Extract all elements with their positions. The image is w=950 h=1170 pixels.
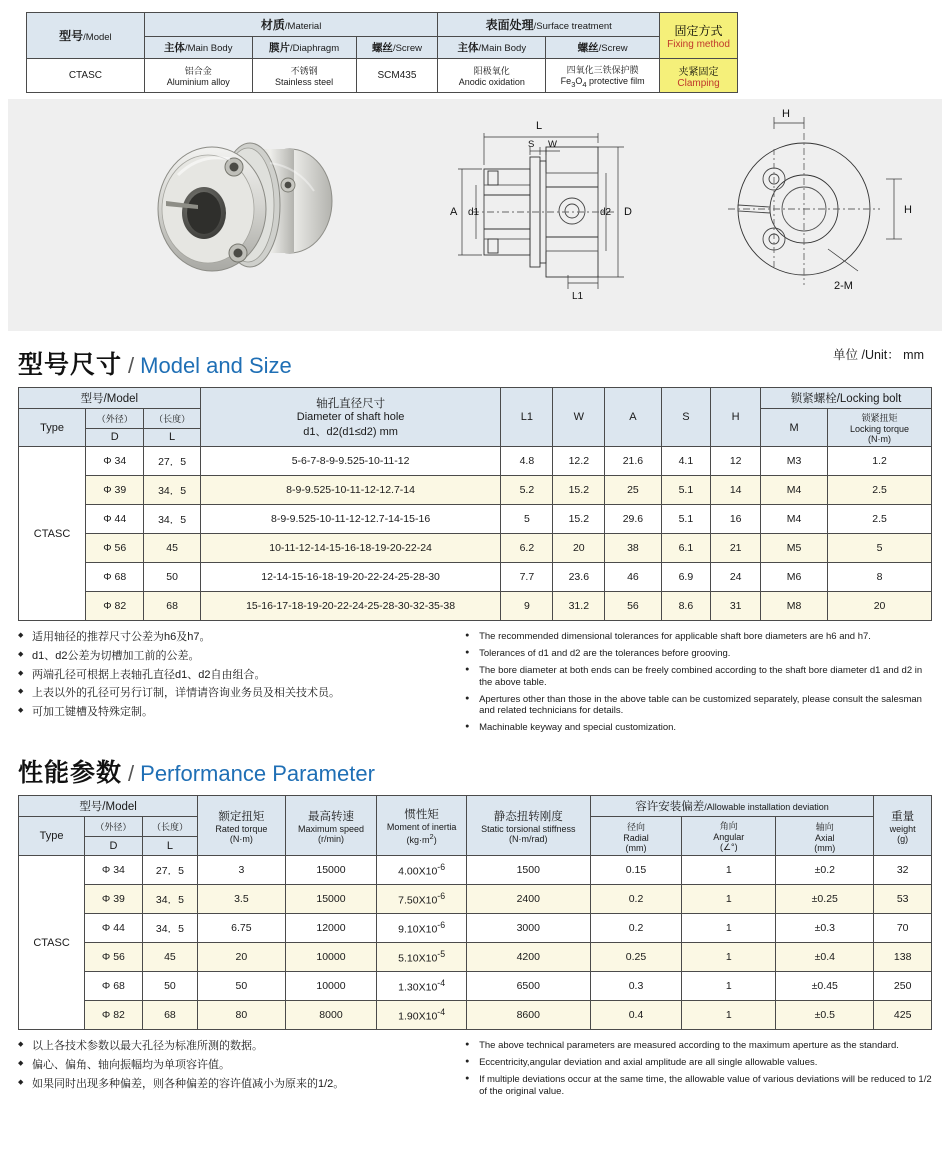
note-item: ● The bore diameter at both ends can be freely combined according to the shaft bore diameter d1 and d2 in the above table.: [465, 665, 932, 689]
size-cell-S: 8.6: [661, 592, 711, 621]
perf-cell-speed: 15000: [285, 885, 377, 914]
perf-notes-cn: [18, 1040, 465, 1103]
perf-header-deviation: 容许安装偏差/Allowable installation deviation: [590, 796, 874, 817]
perf-cell-stiffness: 1500: [466, 856, 590, 885]
table-row: [19, 796, 932, 817]
size-notes-cn: [18, 631, 465, 739]
perf-header-D: D: [85, 837, 143, 856]
perf-cell-speed: 12000: [285, 914, 377, 943]
size-cell-L: 50: [144, 563, 200, 592]
size-cell-L1: 7.7: [501, 563, 553, 592]
perf-cell-radial: 0.2: [590, 914, 682, 943]
note-item: ● The recommended dimensional tolerances for applicable shaft bore diameters are h6 and h7.: [465, 631, 932, 643]
size-cell-D: Φ 68: [86, 563, 144, 592]
size-header-W: W: [553, 388, 605, 447]
perf-cell-angular: 1: [682, 943, 776, 972]
dim-label-S: S: [528, 139, 535, 150]
size-cell-L: 45: [144, 534, 200, 563]
size-cell-D: Φ 34: [86, 447, 144, 476]
perf-cell-stiffness: 6500: [466, 972, 590, 1001]
dim-label-L1: L1: [572, 291, 584, 302]
table-row: [19, 856, 932, 885]
size-cell-L: 34．5: [144, 476, 200, 505]
spec-body-material: 铝合金 Aluminium alloy: [144, 59, 252, 93]
note-item: ◆ d1、d2公差为切槽加工前的公差。: [18, 650, 465, 664]
size-cell-A: 38: [605, 534, 661, 563]
size-cell-D: Φ 39: [86, 476, 144, 505]
note-item: ◆ 以上各技术参数以最大孔径为标准所测的数据。: [18, 1040, 465, 1054]
perf-cell-radial: 0.3: [590, 972, 682, 1001]
table-row: [19, 476, 932, 505]
size-cell-bore: 12-14-15-16-18-19-20-22-24-25-28-30: [200, 563, 501, 592]
size-cell-S: 6.1: [661, 534, 711, 563]
size-cell-H: 14: [711, 476, 761, 505]
perf-header-weight: 重量 weight (g): [874, 796, 932, 856]
perf-cell-weight: 32: [874, 856, 932, 885]
perf-cell-L: 50: [142, 972, 197, 1001]
size-type-label: CTASC: [19, 447, 86, 621]
perf-cell-angular: 1: [682, 914, 776, 943]
perf-cell-speed: 15000: [285, 856, 377, 885]
model-size-title: 型号尺寸 / Model and Size 单位 /Unit： mm: [18, 345, 950, 381]
product-photo: [138, 105, 358, 305]
perf-cell-L: 27．5: [142, 856, 197, 885]
perf-cell-inertia: $4.00X10^{-6}$: [377, 856, 467, 885]
size-cell-D: Φ 82: [86, 592, 144, 621]
perf-header-speed: 最高转速 Maximum speed (r/min): [285, 796, 377, 856]
size-cell-A: 21.6: [605, 447, 661, 476]
perf-cell-stiffness: 2400: [466, 885, 590, 914]
size-cell-bore: 8-9-9.525-10-11-12-12.7-14-15-16: [200, 505, 501, 534]
perf-cell-weight: 138: [874, 943, 932, 972]
size-cell-W: 31.2: [553, 592, 605, 621]
note-item: ● Apertures other than those in the above table can be customized separately, please consult the salesman and related technicians for details.: [465, 694, 932, 718]
size-cell-torque: 20: [828, 592, 932, 621]
perf-cell-L: 34．5: [142, 914, 197, 943]
spec-mainbody-subheader: 主体/Main Body: [144, 37, 252, 59]
size-cell-H: 12: [711, 447, 761, 476]
size-cell-L1: 5.2: [501, 476, 553, 505]
perf-cell-radial: 0.2: [590, 885, 682, 914]
perf-cell-rated: 6.75: [198, 914, 285, 943]
table-row: [19, 592, 932, 621]
size-header-L1: L1: [501, 388, 553, 447]
perf-header-outer: （外径）: [85, 817, 143, 837]
dim-label-L: L: [536, 120, 543, 132]
spec-model-header: 型号/Model: [27, 13, 145, 59]
size-cell-D: Φ 44: [86, 505, 144, 534]
size-cell-W: 20: [553, 534, 605, 563]
size-cell-bore: 8-9-9.525-10-11-12-12.7-14: [200, 476, 501, 505]
size-cell-L1: 9: [501, 592, 553, 621]
perf-cell-D: Φ 44: [85, 914, 143, 943]
perf-cell-radial: 0.25: [590, 943, 682, 972]
perf-cell-L: 45: [142, 943, 197, 972]
size-cell-L: 34．5: [144, 505, 200, 534]
section-drawing: [448, 107, 678, 317]
size-header-outer: （外径）: [86, 409, 144, 429]
table-row: [27, 59, 738, 93]
size-cell-S: 5.1: [661, 505, 711, 534]
perf-cell-D: Φ 82: [85, 1001, 143, 1030]
perf-cell-radial: 0.4: [590, 1001, 682, 1030]
size-header-L: L: [144, 428, 200, 446]
size-cell-bore: 15-16-17-18-19-20-22-24-25-28-30-32-35-38: [200, 592, 501, 621]
perf-header-axial: 轴向 Axial (mm): [776, 817, 874, 856]
size-cell-L1: 5: [501, 505, 553, 534]
perf-cell-weight: 70: [874, 914, 932, 943]
perf-cell-speed: 10000: [285, 943, 377, 972]
size-cell-A: 29.6: [605, 505, 661, 534]
perf-cell-angular: 1: [682, 856, 776, 885]
perf-cell-inertia: $5.10X10^{-5}$: [377, 943, 467, 972]
table-row: [19, 972, 932, 1001]
note-item: ● Tolerances of d1 and d2 are the tolerances before grooving.: [465, 648, 932, 660]
spec-surface-screw: 四氧化三铁保护膜 $Fe_3O_4$ protective film: [546, 59, 660, 93]
perf-cell-stiffness: 4200: [466, 943, 590, 972]
size-cell-D: Φ 56: [86, 534, 144, 563]
table-row: [19, 943, 932, 972]
perf-cell-axial: ±0.3: [776, 914, 874, 943]
size-header-length: （长度）: [144, 409, 200, 429]
unit-note: 单位 /Unit： mm: [833, 348, 924, 362]
perf-cell-D: Φ 39: [85, 885, 143, 914]
perf-cell-speed: 10000: [285, 972, 377, 1001]
size-cell-H: 24: [711, 563, 761, 592]
size-cell-S: 6.9: [661, 563, 711, 592]
spec-screw-subheader: 螺丝/Screw: [356, 37, 438, 59]
perf-cell-angular: 1: [682, 972, 776, 1001]
size-header-bore: 轴孔直径尺寸 Diameter of shaft hole d1、d2(d1≤d2) mm: [200, 388, 501, 447]
perf-header-radial: 径向 Radial (mm): [590, 817, 682, 856]
perf-cell-D: Φ 68: [85, 972, 143, 1001]
perf-cell-axial: ±0.25: [776, 885, 874, 914]
size-header-M: M: [761, 409, 828, 447]
table-row: [19, 885, 932, 914]
perf-cell-inertia: $7.50X10^{-6}$: [377, 885, 467, 914]
dim-label-d1: d1: [468, 207, 480, 218]
size-cell-W: 15.2: [553, 505, 605, 534]
perf-cell-rated: 50: [198, 972, 285, 1001]
size-cell-M: M6: [761, 563, 828, 592]
size-cell-H: 16: [711, 505, 761, 534]
performance-table: [18, 795, 932, 1030]
perf-cell-axial: ±0.5: [776, 1001, 874, 1030]
perf-cell-rated: 80: [198, 1001, 285, 1030]
note-item: ● If multiple deviations occur at the same time, the allowable value of various deviations will be reduced to 1/2 of the original value.: [465, 1074, 932, 1098]
perf-cell-L: 68: [142, 1001, 197, 1030]
note-item: ● Eccentricity,angular deviation and axial amplitude are all single allowable values.: [465, 1057, 932, 1069]
size-cell-A: 56: [605, 592, 661, 621]
dim-label-H-top: H: [782, 109, 790, 120]
spec-material-header: 材质/Material: [144, 13, 438, 37]
perf-cell-speed: 8000: [285, 1001, 377, 1030]
size-header-model: 型号/Model: [19, 388, 201, 409]
perf-cell-rated: 3.5: [198, 885, 285, 914]
perf-header-length: （长度）: [142, 817, 197, 837]
size-cell-H: 31: [711, 592, 761, 621]
perf-cell-D: Φ 56: [85, 943, 143, 972]
model-size-table: [18, 387, 932, 621]
size-cell-torque: 1.2: [828, 447, 932, 476]
perf-cell-rated: 20: [198, 943, 285, 972]
perf-cell-axial: ±0.4: [776, 943, 874, 972]
perf-type-label: CTASC: [19, 856, 85, 1030]
perf-cell-axial: ±0.2: [776, 856, 874, 885]
perf-cell-stiffness: 8600: [466, 1001, 590, 1030]
spec-model-value: CTASC: [27, 59, 145, 93]
dim-label-bolt: 2-M: [834, 280, 853, 292]
dim-label-d2: d2: [600, 207, 612, 218]
note-item: ● Machinable keyway and special customization.: [465, 722, 932, 734]
perf-header-type: Type: [19, 817, 85, 856]
size-cell-A: 25: [605, 476, 661, 505]
size-cell-H: 21: [711, 534, 761, 563]
perf-cell-angular: 1: [682, 885, 776, 914]
size-header-D: D: [86, 428, 144, 446]
perf-cell-rated: 3: [198, 856, 285, 885]
size-cell-W: 12.2: [553, 447, 605, 476]
perf-cell-angular: 1: [682, 1001, 776, 1030]
size-header-type: Type: [19, 409, 86, 447]
perf-cell-inertia: $1.90X10^{-4}$: [377, 1001, 467, 1030]
perf-header-rated: 额定扭矩 Rated torque (N·m): [198, 796, 285, 856]
table-row: [19, 534, 932, 563]
spec-block: [0, 0, 950, 93]
perf-cell-stiffness: 3000: [466, 914, 590, 943]
perf-cell-L: 34．5: [142, 885, 197, 914]
diagram-area: [8, 99, 942, 331]
size-header-S: S: [661, 388, 711, 447]
size-cell-bore: 10-11-12-14-15-16-18-19-20-22-24: [200, 534, 501, 563]
perf-header-inertia: 惯性矩 Moment of inertia $(kg\cdot m^2)$: [377, 796, 467, 856]
size-cell-W: 23.6: [553, 563, 605, 592]
spec-fixing-value: 夹紧固定 Clamping: [660, 59, 738, 93]
note-item: ◆ 适用轴径的推荐尺寸公差为h6及h7。: [18, 631, 465, 645]
perf-cell-inertia: $1.30X10^{-4}$: [377, 972, 467, 1001]
size-cell-torque: 5: [828, 534, 932, 563]
perf-header-angular: 角向 Angular (∠°): [682, 817, 776, 856]
note-item: ◆ 上表以外的孔径可另行订制，详情请咨询业务员及相关技术员。: [18, 687, 465, 701]
table-row: [19, 447, 932, 476]
note-item: ◆ 偏心、偏角、轴向振幅均为单项容许值。: [18, 1059, 465, 1073]
size-cell-L1: 4.8: [501, 447, 553, 476]
size-cell-M: M3: [761, 447, 828, 476]
size-cell-W: 15.2: [553, 476, 605, 505]
size-cell-torque: 2.5: [828, 476, 932, 505]
table-row: [19, 388, 932, 409]
spec-surface-header: 表面处理/Surface treatment: [438, 13, 660, 37]
perf-cell-axial: ±0.45: [776, 972, 874, 1001]
table-row: [19, 1001, 932, 1030]
size-header-A: A: [605, 388, 661, 447]
table-row: [19, 914, 932, 943]
perf-header-L: L: [142, 837, 197, 856]
spec-fixing-header: 固定方式 Fixing method: [660, 13, 738, 59]
performance-title: 性能参数 / Performance Parameter: [18, 759, 375, 788]
note-item: ◆ 可加工键槽及特殊定制。: [18, 706, 465, 720]
perf-cell-weight: 425: [874, 1001, 932, 1030]
spec-surface-screw-subheader: 螺丝/Screw: [546, 37, 660, 59]
spec-diaphragm-material: 不锈钢 Stainless steel: [252, 59, 356, 93]
table-row: [27, 13, 738, 37]
size-cell-torque: 8: [828, 563, 932, 592]
perf-notes: [18, 1040, 932, 1103]
dim-label-W: W: [548, 139, 557, 150]
spec-diaphragm-subheader: 膜片/Diaphragm: [252, 37, 356, 59]
table-row: [19, 505, 932, 534]
size-notes: [18, 631, 932, 739]
size-header-torque: 锁紧扭矩 Locking torque (N·m): [828, 409, 932, 447]
table-row: [19, 563, 932, 592]
note-item: ◆ 两端孔径可根据上表轴孔直径d1、d2自由组合。: [18, 669, 465, 683]
perf-notes-en: [465, 1040, 932, 1103]
size-notes-en: [465, 631, 932, 739]
spec-surface-mainbody-subheader: 主体/Main Body: [438, 37, 546, 59]
note-item: ● The above technical parameters are measured according to the maximum aperture as the standard.: [465, 1040, 932, 1052]
perf-cell-D: Φ 34: [85, 856, 143, 885]
perf-header-model: 型号/Model: [19, 796, 198, 817]
spec-surface-body: 阳极氧化 Anodic oxidation: [438, 59, 546, 93]
front-view-drawing: [708, 109, 928, 319]
dim-label-H-right: H: [904, 204, 912, 216]
perf-cell-weight: 250: [874, 972, 932, 1001]
perf-cell-radial: 0.15: [590, 856, 682, 885]
size-header-H: H: [711, 388, 761, 447]
perf-cell-weight: 53: [874, 885, 932, 914]
size-cell-S: 5.1: [661, 476, 711, 505]
material-spec-table: [26, 12, 738, 93]
note-item: ◆ 如果同时出现多种偏差，则各种偏差的容许值减小为原来的1/2。: [18, 1078, 465, 1092]
size-cell-L: 68: [144, 592, 200, 621]
spec-screw-material: SCM435: [356, 59, 438, 93]
size-cell-S: 4.1: [661, 447, 711, 476]
dim-label-A: A: [450, 206, 458, 218]
size-cell-A: 46: [605, 563, 661, 592]
size-cell-M: M4: [761, 505, 828, 534]
size-cell-bore: 5-6-7-8-9-9.525-10-11-12: [200, 447, 501, 476]
size-cell-L: 27．5: [144, 447, 200, 476]
size-cell-M: M5: [761, 534, 828, 563]
size-cell-M: M4: [761, 476, 828, 505]
size-header-locking: 锁紧螺栓/Locking bolt: [761, 388, 932, 409]
size-cell-M: M8: [761, 592, 828, 621]
size-cell-torque: 2.5: [828, 505, 932, 534]
size-cell-L1: 6.2: [501, 534, 553, 563]
perf-header-stiffness: 静态扭转刚度 Static torsional stiffness (N·m/rad): [466, 796, 590, 856]
perf-cell-inertia: $9.10X10^{-6}$: [377, 914, 467, 943]
dim-label-D: D: [624, 206, 632, 218]
